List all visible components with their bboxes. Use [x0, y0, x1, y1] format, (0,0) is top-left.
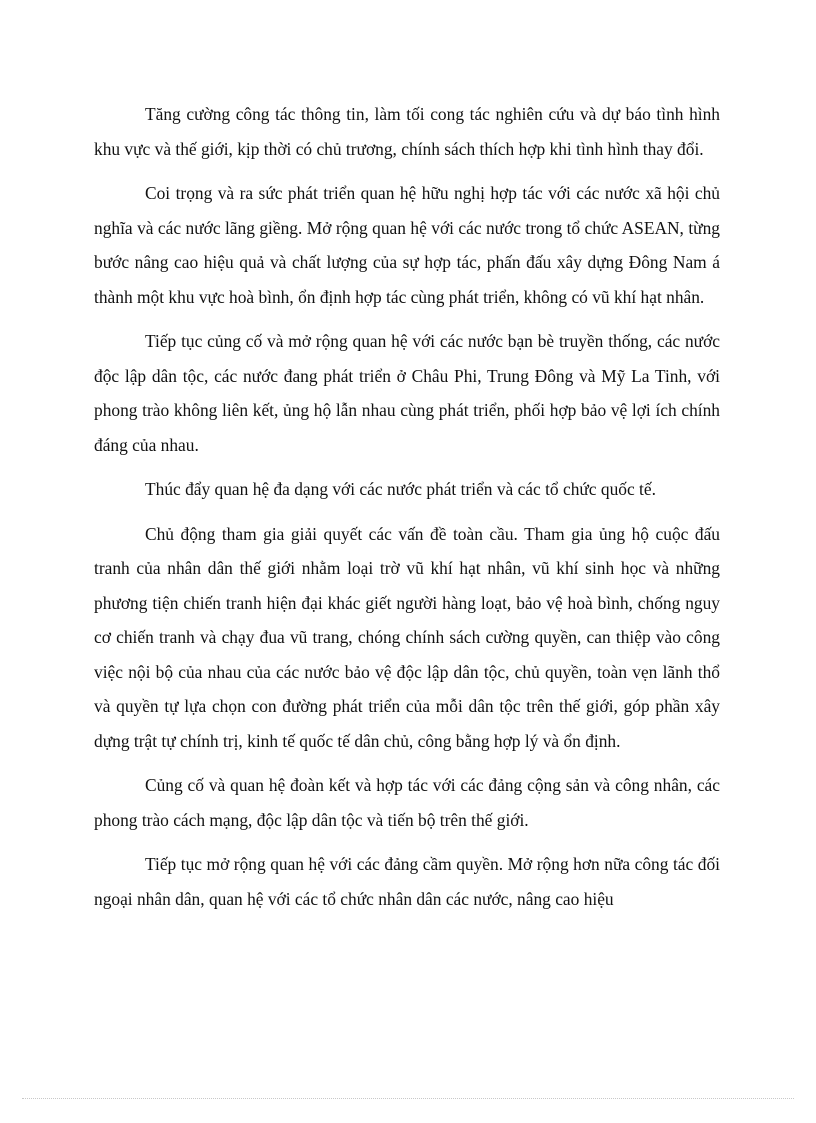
document-body: [94, 97, 720, 926]
paragraph-information-work: Tăng cường công tác thông tin, làm tối cong tác nghiên cứu và dự báo tình hình khu vực và thế giới, kịp thời có chủ trương, chính sách thích hợp khi tình hình thay đổi.: [94, 104, 720, 159]
paragraph-communist-parties: Củng cố và quan hệ đoàn kết và hợp tác với các đảng cộng sản và công nhân, các phong trào cách mạng, độc lập dân tộc và tiến bộ trên thế giới.: [94, 775, 720, 830]
paragraph-ruling-parties: Tiếp tục mở rộng quan hệ với các đảng cầm quyền. Mở rộng hơn nữa công tác đối ngoại nhân dân, quan hệ với các tổ chức nhân dân các nước, nâng cao hiệu: [94, 854, 720, 909]
paragraph-neighbor-relations: Coi trọng và ra sức phát triển quan hệ hữu nghị hợp tác với các nước xã hội chủ nghĩa và các nước lãng giềng. Mở rộng quan hệ với các nước trong tổ chức ASEAN, từng bước nâng cao hiệu quả và chất lượng của sự hợp tác, phấn đấu xây dựng Đông Nam á thành một khu vực hoà bình, ổn định hợp tác cùng phát triển, không có vũ khí hạt nhân.: [94, 183, 720, 307]
paragraph-developed-countries: Thúc đẩy quan hệ đa dạng với các nước phát triển và các tổ chức quốc tế.: [145, 479, 656, 499]
paragraph-traditional-friends: Tiếp tục củng cố và mở rộng quan hệ với các nước bạn bè truyền thống, các nước độc lập dân tộc, các nước đang phát triển ở Châu Phi, Trung Đông và Mỹ La Tinh, với phong trào không liên kết, ủng hộ lẫn nhau cùng phát triển, phối hợp bảo vệ lợi ích chính đáng của nhau.: [94, 331, 720, 455]
paragraph-global-issues: Chủ động tham gia giải quyết các vấn đề toàn cầu. Tham gia ủng hộ cuộc đấu tranh của nhân dân thế giới nhằm loại trờ vũ khí hạt nhân, vũ khí sinh học và những phương tiện chiến tranh hiện đại khác giết người hàng loạt, bảo vệ hoà bình, chống nguy cơ chiến tranh và chạy đua vũ trang, chóng chính sách cường quyền, can thiệp vào công việc nội bộ của nhau của các nước bảo vệ độc lập dân tộc, chủ quyền, toàn vẹn lãnh thổ và quyền tự lựa chọn con đường phát triển của mỗi dân tộc trên thế giới, góp phần xây dựng trật tự chính trị, kinh tế quốc tế dân chủ, công bằng hợp lý và ổn định.: [94, 523, 720, 751]
page-bottom-divider: [22, 1098, 794, 1099]
